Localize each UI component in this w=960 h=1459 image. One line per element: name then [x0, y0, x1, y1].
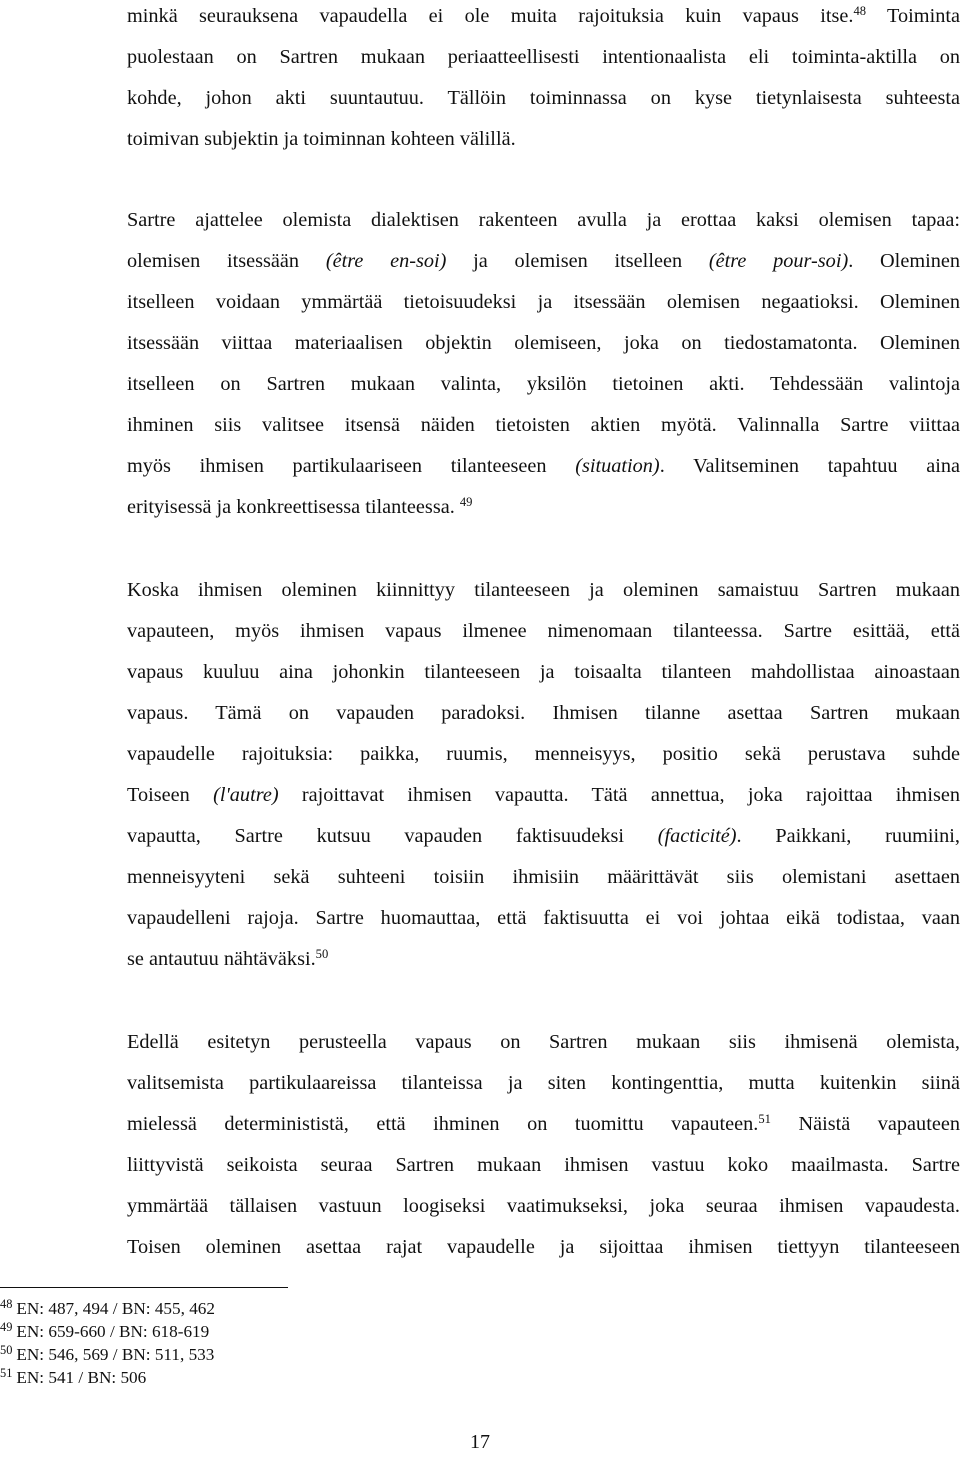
footnote-49: $^{49}$ EN: 659-660 / BN: 618-619 — [0, 1319, 210, 1341]
text-line: vapauteen, myös ihmisen vapaus ilmenee nimenomaan tilanteessa. Sartre esittää, että — [127, 620, 960, 642]
footnote-50: $^{50}$ EN: 546, 569 / BN: 511, 533 — [0, 1342, 215, 1364]
text-line: Sartre ajattelee olemista dialektisen rakenteen avulla ja erottaa kaksi olemisen tapaa: — [127, 209, 960, 231]
text-line: Toiseen (l'autre) rajoittavat ihmisen vapautta. Tätä annettua, joka rajoittaa ihmisen — [127, 784, 960, 806]
text-line: valitsemista partikulaareissa tilanteissa ja siten kontingenttia, mutta kuitenkin siinä — [127, 1072, 960, 1094]
text-line: vapaus. Tämä on vapauden paradoksi. Ihmisen tilanne asettaa Sartren mukaan — [127, 702, 960, 724]
text-line: itselleen voidaan ymmärtää tietoisuudeksi ja itsessään olemisen negaatioksi. Oleminen — [127, 291, 960, 313]
text-line: itselleen on Sartren mukaan valinta, yksilön tietoinen akti. Tehdessään valintoja — [127, 373, 960, 395]
text-line: vapautta, Sartre kutsuu vapauden faktisuudeksi (facticité). Paikkani, ruumiini, — [127, 825, 960, 847]
text-line: se antautuu nähtäväksi.$^{50}$ — [127, 947, 329, 970]
text-line: ihminen siis valitsee itsensä näiden tietoisten aktien myötä. Valinnalla Sartre viittaa — [127, 414, 960, 436]
page-number: 17 — [470, 1431, 490, 1453]
footnote-ref-51[interactable]: 51 — [758, 1112, 771, 1127]
paragraph-2 — [127, 200, 960, 528]
italic-term: (facticité) — [657, 825, 737, 847]
text-line: Edellä esitetyn perusteella vapaus on Sartren mukaan siis ihmisenä olemista, — [127, 1031, 960, 1053]
footnote-48: $^{48}$ EN: 487, 494 / BN: 455, 462 — [0, 1296, 215, 1318]
italic-term: (être en-soi) — [325, 250, 447, 272]
paragraph-3 — [127, 570, 960, 980]
italic-term: (l'autre) — [213, 784, 279, 806]
text-line: vapaus kuuluu aina johonkin tilanteeseen ja toisaalta tilanteen mahdollistaa ainoastaan — [127, 661, 960, 683]
text-line: liittyvistä seikoista seuraa Sartren mukaan ihmisen vastuu koko maailmasta. Sartre — [127, 1154, 960, 1176]
text-line: vapaudelleni rajoja. Sartre huomauttaa, että faktisuutta ei voi johtaa eikä todistaa, vaan — [127, 907, 960, 929]
text-line: Koska ihmisen oleminen kiinnittyy tilanteeseen ja oleminen samaistuu Sartren mukaan — [127, 579, 960, 601]
text-line: toimivan subjektin ja toiminnan kohteen välillä. — [127, 128, 516, 150]
paragraph-1 — [127, 0, 960, 160]
footnote-ref-49[interactable]: 49 — [459, 495, 473, 510]
text-line: olemisen itsessään (être en-soi) ja olemisen itselleen (être pour-soi). Oleminen — [127, 250, 960, 272]
text-line: erityisessä ja konkreettisessa tilanteessa. $^{49}$ — [127, 495, 473, 518]
text-line: ymmärtää tällaisen vastuun loogiseksi vaatimukseksi, joka seuraa ihmisen vapaudesta. — [127, 1195, 960, 1217]
footnote-ref-48[interactable]: 48 — [853, 4, 867, 19]
text-line: minkä seurauksena vapaudella ei ole muita rajoituksia kuin vapaus itse.$^{48}$ Toiminta — [127, 4, 960, 27]
text-line: kohde, johon akti suuntautuu. Tällöin toiminnassa on kyse tietynlaisesta suhteesta — [127, 87, 960, 109]
text-line: Toisen oleminen asettaa rajat vapaudelle ja sijoittaa ihmisen tiettyyn tilanteeseen — [127, 1236, 960, 1258]
paragraph-4 — [127, 1022, 960, 1268]
footnote-ref-50[interactable]: 50 — [315, 947, 329, 962]
text-line: itsessään viittaa materiaalisen objektin olemiseen, joka on tiedostamatonta. Oleminen — [127, 332, 960, 354]
text-line: puolestaan on Sartren mukaan periaatteellisesti intentionaalista eli toiminta-aktilla on — [127, 46, 960, 68]
text-line: myös ihmisen partikulaariseen tilanteeseen (situation). Valitseminen tapahtuu aina — [127, 455, 960, 477]
footnotes — [0, 1297, 215, 1389]
text-line: mielessä determinististä, että ihminen on tuomittu vapauteen.$^{51}$ Näistä vapauteen — [127, 1112, 960, 1135]
footnote-51: $^{51}$ EN: 541 / BN: 506 — [0, 1365, 147, 1387]
italic-term: (situation) — [575, 455, 660, 477]
italic-term: (être pour-soi) — [708, 250, 849, 272]
text-line: vapaudelle rajoituksia: paikka, ruumis, menneisyys, positio sekä perustava suhde — [127, 743, 960, 765]
text-line: menneisyyteni sekä suhteeni toisiin ihmisiin määrittävät siis olemistani asettaen — [127, 866, 960, 888]
footnote-separator — [0, 1287, 288, 1288]
